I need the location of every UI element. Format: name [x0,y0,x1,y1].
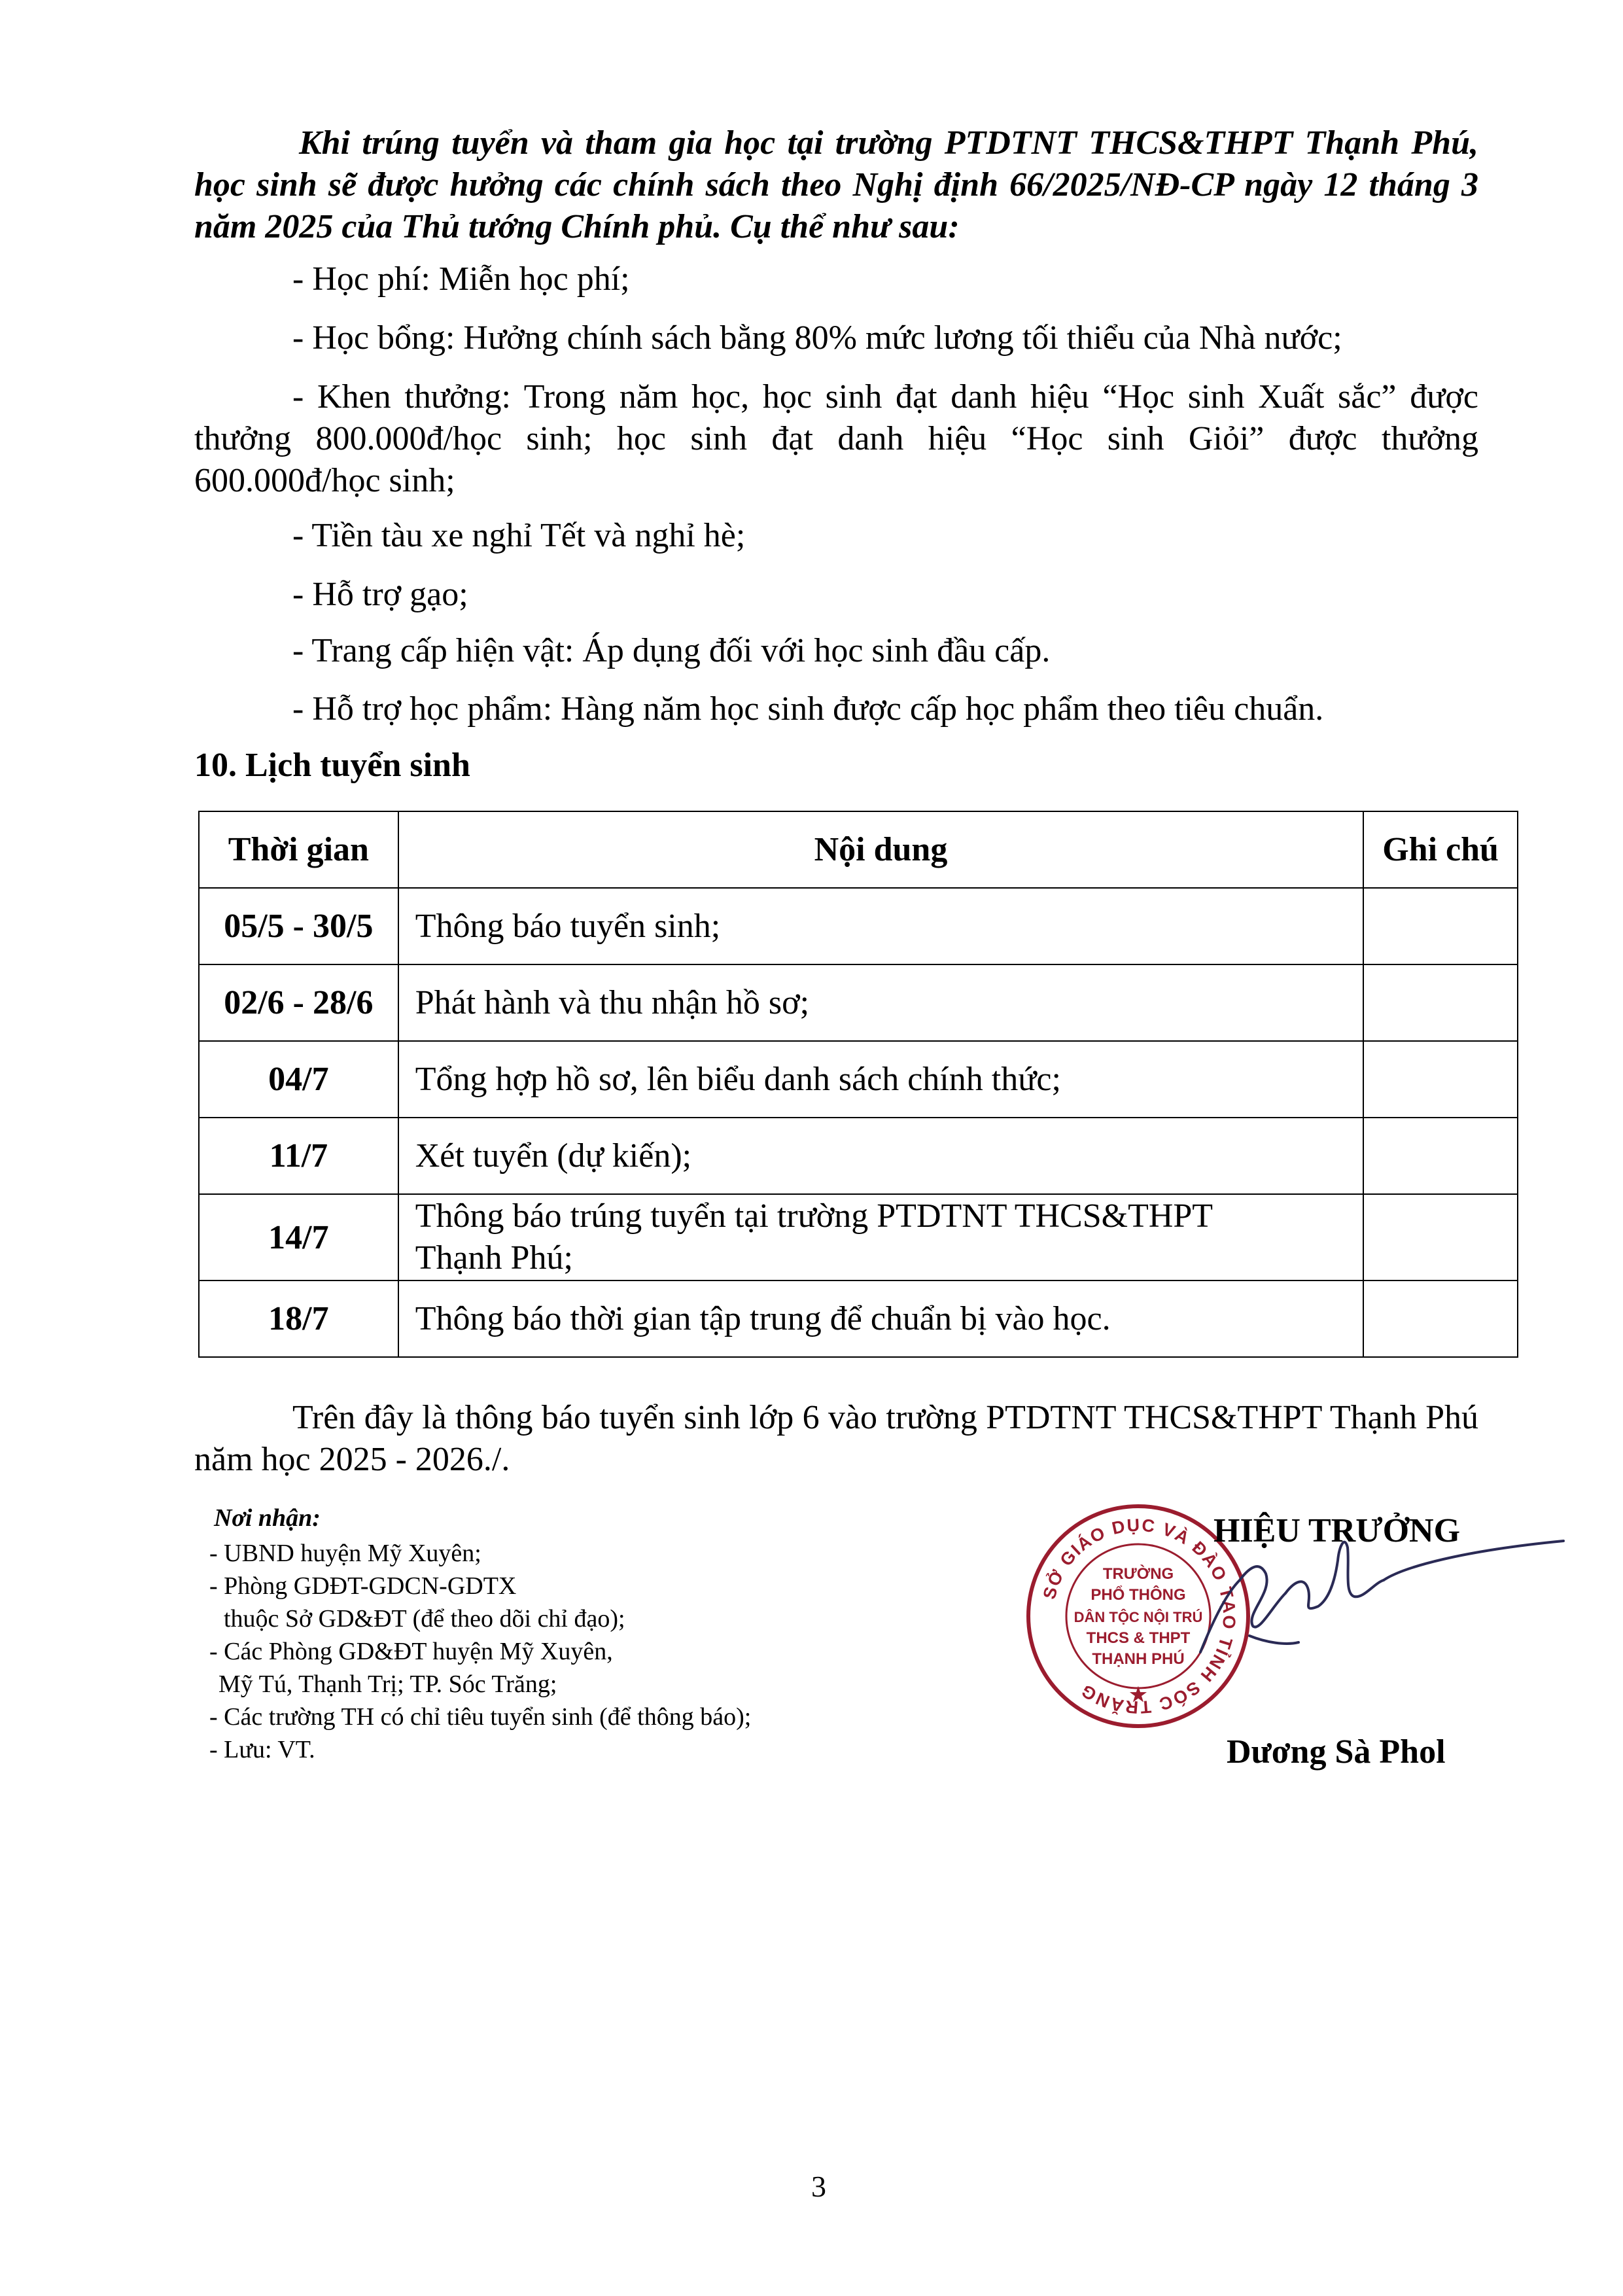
handwritten-signature [1187,1521,1567,1665]
table-row [199,1041,1518,1118]
recipients-title: Nơi nhận: [214,1504,321,1532]
seal-line: THẠNH PHÚ [1092,1650,1185,1668]
seal-outer-text: SỞ GIÁO DỤC VÀ ĐÀO TẠO TỈNH SÓC TRĂNG [1039,1515,1240,1718]
row-content: Thông báo thời gian tập trung để chuẩn bị vào học. [398,1280,1364,1357]
seal-line: THCS & THPT [1086,1629,1191,1647]
benefit-scholarship: - Học bổng: Hưởng chính sách bằng 80% mức lương tối thiểu của Nhà nước; [292,319,1342,357]
recipients-list [209,1537,929,1766]
row-time: 11/7 [199,1118,398,1194]
row-content: Thông báo trúng tuyển tại trường PTDTNT THCS&THPT Thạnh Phú; [398,1194,1364,1280]
table-row [199,888,1518,964]
row-time: 02/6 - 28/6 [199,964,398,1041]
row-time: 18/7 [199,1280,398,1357]
seal-star-icon: ★ [1129,1684,1147,1706]
row-note [1363,1194,1518,1280]
row-content: Xét tuyển (dự kiến); [398,1118,1364,1194]
benefit-supplies: - Hỗ trợ học phẩm: Hàng năm học sinh được cấp học phẩm theo tiêu chuẩn. [292,690,1324,728]
table-row [199,1194,1518,1280]
row-time: 04/7 [199,1041,398,1118]
signer-name: Dương Sà Phol [1227,1733,1446,1771]
row-note [1363,888,1518,964]
benefit-reward: - Khen thưởng: Trong năm học, học sinh đạt danh hiệu “Học sinh Xuất sắc” được thưởng 800.000đ/học sinh; học sinh đạt danh hiệu “Học sinh Giỏi” được thưởng 600.000đ/học sinh; [194,378,1478,499]
benefit-travel: - Tiền tàu xe nghỉ Tết và nghỉ hè; [292,517,746,554]
row-note [1363,1118,1518,1194]
row-content: Tổng hợp hồ sơ, lên biểu danh sách chính thức; [398,1041,1364,1118]
row-content: Phát hành và thu nhận hồ sơ; [398,964,1364,1041]
header-content: Nội dung [398,811,1364,888]
seal-line: PHỔ THÔNG [1091,1586,1186,1604]
intro-paragraph: Khi trúng tuyển và tham gia học tại trường PTDTNT THCS&THPT Thạnh Phú, học sinh sẽ được hưởng các chính sách theo Nghị định 66/2025/NĐ-CP ngày 12 tháng 3 năm 2025 của Thủ tướng Chính phủ. Cụ thể như sau: [194,124,1478,245]
list-item: thuộc Sở GD&ĐT (để theo dõi chỉ đạo); [224,1605,625,1633]
list-item: - Lưu: VT. [209,1736,315,1763]
list-item: - UBND huyện Mỹ Xuyên; [209,1540,481,1567]
list-item: - Phòng GDĐT-GDCN-GDTX [209,1572,517,1600]
row-time: 05/5 - 30/5 [199,888,398,964]
seal-line: TRƯỜNG [1102,1565,1174,1583]
table-header-row [199,811,1518,888]
list-item: Mỹ Tú, Thạnh Trị; TP. Sóc Trăng; [218,1670,557,1698]
row-content: Thông báo tuyển sinh; [398,888,1364,964]
signer-title: HIỆU TRƯỞNG [1213,1512,1461,1549]
schedule-table [198,811,1518,1358]
row-note [1363,1041,1518,1118]
benefit-equipment: - Trang cấp hiện vật: Áp dụng đối với học sinh đầu cấp. [292,632,1051,669]
section-heading: 10. Lịch tuyển sinh [194,747,470,784]
header-time: Thời gian [199,811,398,888]
closing-paragraph: Trên đây là thông báo tuyển sinh lớp 6 vào trường PTDTNT THCS&THPT Thạnh Phú năm học 2025 - 2026./. [194,1399,1478,1478]
row-note [1363,964,1518,1041]
table-row [199,1118,1518,1194]
page-number: 3 [811,2170,826,2203]
list-item: - Các Phòng GD&ĐT huyện Mỹ Xuyên, [209,1638,613,1665]
row-note [1363,1280,1518,1357]
row-time: 14/7 [199,1194,398,1280]
benefit-rice: - Hỗ trợ gạo; [292,576,468,613]
table-row [199,964,1518,1041]
list-item: - Các trường TH có chỉ tiêu tuyển sinh (để thông báo); [209,1703,752,1731]
seal-line: DÂN TỘC NỘI TRÚ [1073,1609,1203,1625]
benefit-tuition: - Học phí: Miễn học phí; [292,260,630,298]
header-note: Ghi chú [1363,811,1518,888]
table-row [199,1280,1518,1357]
